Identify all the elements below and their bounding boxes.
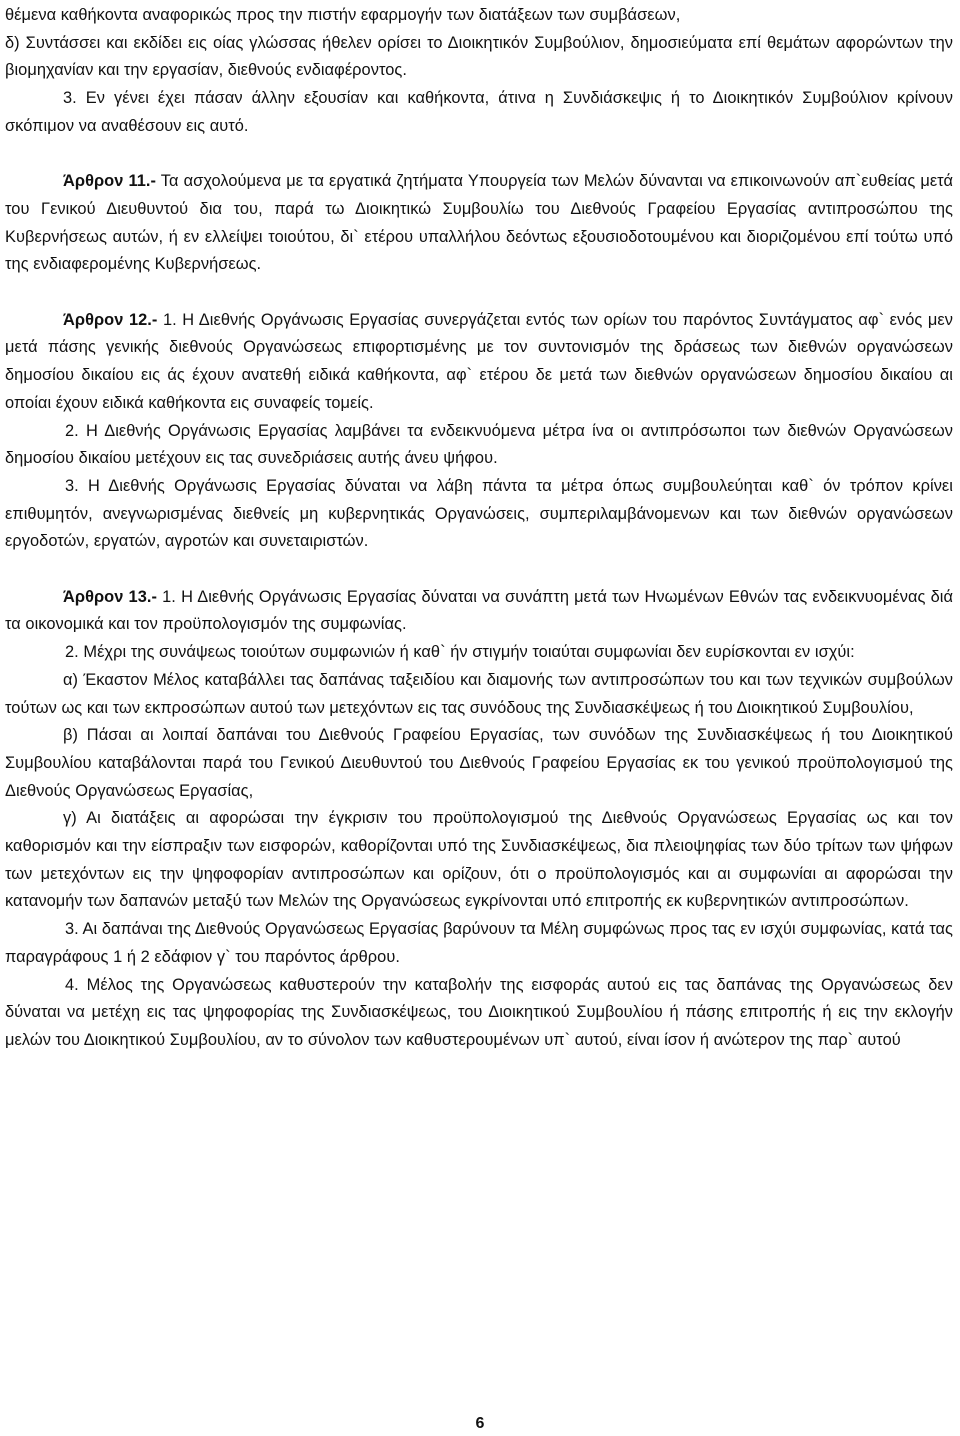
- paragraph-text: θέμενα καθήκοντα αναφορικώς προς την πιστήν εφαρμογήν των διατάξεων των συμβάσεων,: [5, 6, 681, 24]
- paragraph-text: α) Έκαστον Μέλος καταβάλλει τας δαπάνας ταξειδίου και διαμονής των αντιπροσώπων του και των τεχνικών συμβούλων τούτων ως και των εκπροσώπων αυτού των μετεχόντων εις τας συνόδους της Συνδιασκέψεως ή του Διοικητικού Συμβουλίου,: [5, 670, 953, 717]
- paragraph-text: 3. Αι δαπάναι της Διεθνούς Οργανώσεως Εργασίας βαρύνουν τα Μέλη συμφώνως προς τας εν ισχύι συμφωνίας, κατά τας παραγράφους 1 ή 2 εδάφιον γ` του παρόντος άρθρου.: [5, 920, 953, 966]
- paragraph: [5, 667, 953, 722]
- paragraph: [5, 85, 953, 140]
- paragraph-text: β) Πάσαι αι λοιπαί δαπάναι του Διεθνούς Γραφείου Εργασίας, των συνόδων της Συνδιασκέψεως ή του Διοικητικού Συμβουλίου καταβάλονται παρά του Γενικού Διευθυντού του Διεθνούς Γραφείου Εργασίας εκ του γενικού προϋπολογισμού της Διεθνούς Οργανώσεως Εργασίας,: [5, 726, 953, 800]
- article-heading: Άρθρον 12.-: [63, 310, 158, 329]
- paragraph-text: 3. Η Διεθνής Οργάνωσις Εργασίας δύναται να λάβη πάντα τα μέτρα όπως συμβουλεύηται καθ` όν τρόπον κρίνει επιθυμητόν, ανεγνωρισμένας διεθνείς μη κυβερνητικάς Οργανώσεις, συμπεριλαμβάνομενων και των διεθνών οργανώσεων εργοδοτών, εργατών, αγροτών και συνεταιριστών.: [5, 476, 953, 551]
- paragraph: [5, 972, 953, 1055]
- paragraph: [5, 418, 953, 473]
- paragraph: [5, 916, 953, 971]
- paragraph-text: 3. Εν γένει έχει πάσαν άλλην εξουσίαν και καθήκοντα, άτινα η Συνδιάσκεψις ή το Διοικητικόν Συμβούλιον κρίνουν σκόπιμον να αναθέσουν εις αυτό.: [5, 89, 953, 135]
- article-heading: Άρθρον 13.-: [63, 587, 157, 606]
- article-paragraph: [5, 584, 953, 639]
- paragraph: [5, 722, 953, 805]
- paragraph-text: 2. Μέχρι της συνάψεως τοιούτων συμφωνιών ή καθ` ήν στιγμήν τοιαύται συμφωνίαι δεν ευρίσκονται εν ισχύι:: [65, 643, 855, 662]
- paragraph: [5, 473, 953, 556]
- paragraph-text: 1. Η Διεθνής Οργάνωσις Εργασίας δύναται να συνάπτη μετά των Ηνωμένων Εθνών τας ενδεικνυομένας διά τα οικονομικά και τον προϋπολογισμόν της συμφωνίας.: [5, 587, 953, 634]
- article-heading: Άρθρον 11.-: [63, 172, 157, 191]
- article-paragraph: [5, 168, 953, 279]
- article-paragraph: [5, 307, 953, 418]
- paragraph-text: δ) Συντάσσει και εκδίδει εις οίας γλώσσας ήθελεν ορίσει το Διοικητικόν Συμβούλιον, δημοσιεύματα επί θεμάτων αφορώντων την βιομηχανίαν και την εργασίαν, διεθνούς ενδιαφέροντος.: [5, 33, 953, 80]
- paragraph-text: 4. Μέλος της Οργανώσεως καθυστερούν την καταβολήν της εισφοράς αυτού εις τας δαπάνας της Οργανώσεως δεν δύναται να μετέχη εις τας ψηφοφορίας της Συνδιασκέψεως, του Διοικητικού Συμβουλίου ή πάσης επιτροπής ή εις την εκλογήν μελών του Διοικητικού Συμβουλίου, αν το σύνολον των καθυστερουμένων υπ` αυτού, είναι ίσον ή ανώτερον της παρ` αυτού: [5, 975, 953, 1049]
- paragraph-text: 1. Η Διεθνής Οργάνωσις Εργασίας συνεργάζεται εντός των ορίων του παρόντος Συντάγματος αφ` ενός μεν μετά πάσης γενικής διεθνούς Οργανώσεως επιφορτισμένης με τον συντονισμόν της δράσεως των διεθνών οργανώσεων δημοσίου δικαίου εις άς έχουν ανατεθή ειδικά καθήκοντα, αφ` ετέρου δε μετά των διεθνών οργανώσεων δημοσίου δικαίου αι οποίαι έχουν ειδικά καθήκοντα εις συναφείς τομείς.: [5, 310, 954, 412]
- paragraph-text: γ) Αι διατάξεις αι αφορώσαι την έγκρισιν του προϋπολογισμού της Διεθνούς Οργανώσεως Εργασίας ως και τον καθορισμόν και την είσπραξιν των εισφορών, καθορίζονται υπό της Συνδιασκέψεως, δια πλειοψηφίας των δύο τρίτων των ψήφων των μετεχόντων εις την ψηφοφορίαν αντιπροσώπων και ορίζουν, ότι ο προϋπολογισμός και αι συμφωνίαι αι αφορώσαι την κατανομήν των δαπανών μεταξύ των Μελών της Οργανώσεως εγκρίνονται υπό επιτροπής εκ κυβερνητικών αντιπροσώπων.: [5, 809, 953, 911]
- paragraph-text: Τα ασχολούμενα με τα εργατικά ζητήματα Υπουργεία των Μελών δύνανται να επικοινωνούν απ`ευθείας μετά του Γενικού Διευθυντού δια του, παρά τω Διοικητικώ Συμβουλίω του Διεθνούς Γραφείου Εργασίας αντιπροσώπου της Κυβερνήσεως αυτών, ή εν ελλείψει τοιούτου, δι` ετέρου υπαλλήλου δεόντως εξουσιοδοτουμένου και διοριζομένου επί τούτω υπό της ενδιαφερομένης Κυβερνήσεως.: [5, 172, 954, 274]
- paragraph-text: 2. Η Διεθνής Οργάνωσις Εργασίας λαμβάνει τα ενδεικνυόμενα μέτρα ίνα οι αντιπρόσωποι των διεθνών Οργανώσεων δημοσίου δικαίου μετέχουν εις τας συνεδριάσεις αυτής άνευ ψήφου.: [5, 421, 953, 468]
- paragraph: [5, 2, 953, 30]
- paragraph: [5, 639, 953, 667]
- paragraph: [5, 805, 953, 916]
- page-number: 6: [475, 1415, 485, 1432]
- paragraph: [5, 30, 953, 85]
- document-body: [5, 2, 953, 1055]
